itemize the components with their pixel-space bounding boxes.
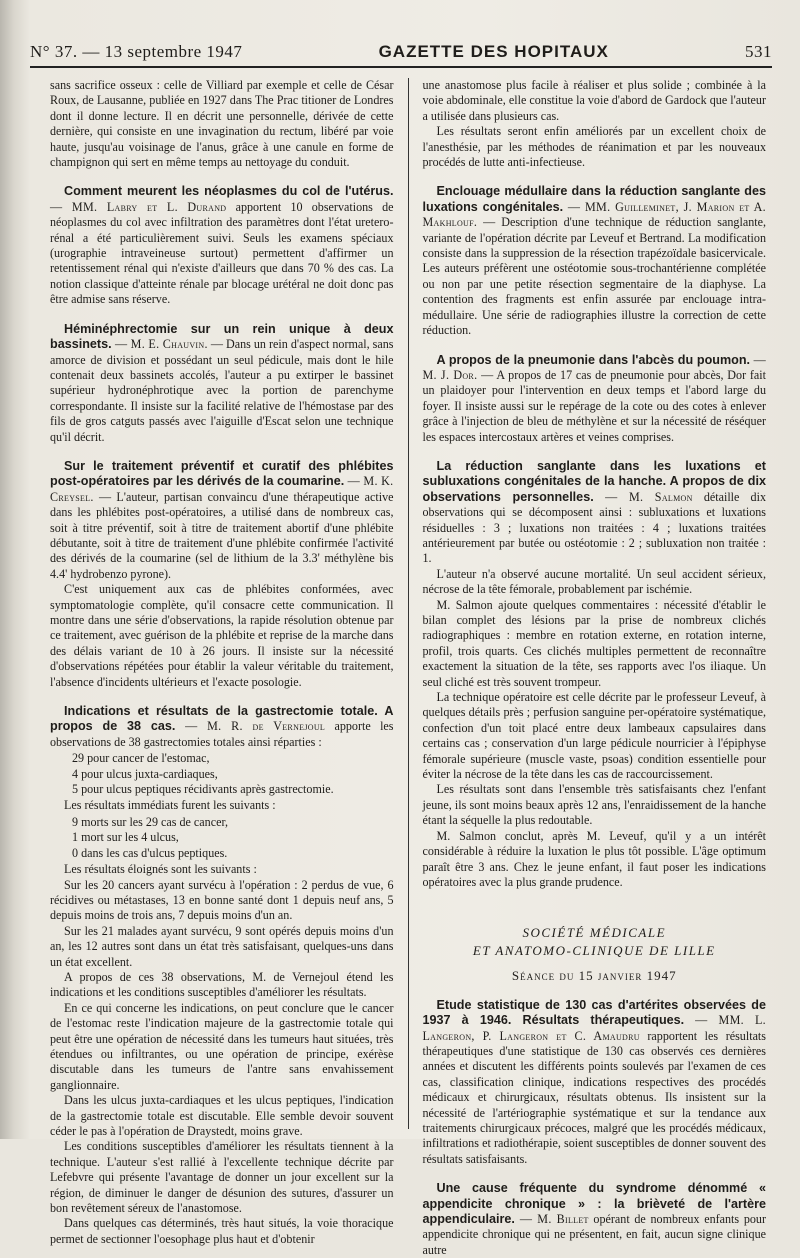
list-item: 0 dans les cas d'ulcus peptiques. bbox=[72, 845, 228, 860]
two-column-body bbox=[50, 78, 767, 1257]
section-authors: — M. R. de Vernejoul bbox=[175, 719, 326, 734]
paragraph: M. Salmon conclut, après M. Leveuf, qu'il y a un intérêt considérable à réduire la luxation le plus tôt possible. L'âge optimum paraît être 3 ans. Chez le jeune enfant, il faut poser les indications opératoires avec la plus grande prudence. bbox=[422, 828, 766, 889]
list-item: 29 pour cancer de l'estomac, bbox=[72, 751, 210, 766]
section-authors: — MM. L. Langeron, P. Langeron et C. Amaudru bbox=[422, 1013, 766, 1043]
section-title: La réduction sanglante dans les luxations et subluxations congénitales de la hanche. A propos de dix observations personnelles. bbox=[422, 458, 766, 504]
section-uterus bbox=[50, 184, 394, 307]
column-divider bbox=[408, 78, 409, 1129]
journal-title: GAZETTE DES HOPITAUX bbox=[378, 42, 609, 61]
paragraph: Les résultats sont dans l'ensemble très satisfaisants chez l'enfant jeune, ils sont moins beaux après 12 ans, l'enraidissement de la hanche étant la séquelle la plus redoutable. bbox=[422, 782, 766, 828]
continuation-section bbox=[423, 78, 767, 170]
running-header bbox=[30, 40, 772, 68]
section-title: Comment meurent les néoplasmes du col de l'utérus. bbox=[64, 184, 394, 199]
right-column bbox=[422, 78, 767, 1257]
section-title: Etude statistique de 130 cas d'artérites observées de 1937 à 1946. Résultats thérapeutiques. bbox=[422, 997, 766, 1028]
paragraph: L'auteur n'a observé aucune mortalité. Un seul accident sérieux, nécrose de la tête fémorale, probablement par ischémie. bbox=[422, 566, 766, 597]
society-subname: ET ANATOMO-CLINIQUE DE LILLE bbox=[472, 943, 716, 959]
section-gastrectomie bbox=[50, 704, 394, 1247]
paragraph: C'est uniquement aux cas de phlébites conformées, avec symptomatologie complète, qu'il consacre cette communication. Il montre dans une série d'observations, la rapide résolution obtenue par ce traitement, avec guérison de la phlébite et reprise de la marche dans des délais variant de 10 à 26 jours. Il insiste sur la nécessité d'observations répétées pour établir la valeur véritable du traitement, l'absence d'incidents ultérieurs et l'exacte posologie. bbox=[50, 582, 394, 689]
session-date: Séance du 15 janvier 1947 bbox=[511, 968, 677, 984]
section-authors: — M. J. Dor. bbox=[422, 352, 766, 382]
issue-date: N° 37. — 13 septembre 1947 bbox=[30, 42, 243, 61]
intro-section bbox=[50, 78, 394, 170]
paragraph: M. Salmon ajoute quelques commentaires : nécessité d'établir le bilan complet des lésions par la prise de nombreux clichés radiographiques : membre en rotation externe, en rotation interne, profil, trois quarts. Ces clichés multiples permettent de reconnaître exactement la situation de la tête, ses rapports avec l'os iliaque. Un seul cliché est très souvent trompeur. bbox=[422, 597, 766, 689]
intro-paragraph: sans sacrifice osseux : celle de Villiard par exemple et celle de César Roux, de Lausanne, publiée en 1927 dans The Prac titioner de Londres dont il donne lecture. Il en décrit une personnelle, dérivée de cette dernière, qui consiste en une invagination du rectum, libéré par voie haute, jusqu'au voisinage de l'anus, grâce à une canule en forme de champignon qui sert en même temps au nettoyage du conduit. bbox=[50, 78, 394, 170]
section-authors: — M. Billet bbox=[514, 1212, 589, 1226]
section-title: Indications et résultats de la gastrectomie totale. A propos de 38 cas. bbox=[50, 704, 394, 734]
section-arterites bbox=[423, 998, 767, 1167]
cases-list bbox=[72, 751, 394, 797]
paragraph: Les conditions susceptibles d'améliorer les résultats tiennent à la technique. L'auteur s'est rallié à l'excellente technique décrite par Lefebvre qui présente l'avantage de donner un jour excellent sur la région, de diminuer le danger de désunion des sutures, d'assurer un bon revêtement séreux de l'anastomose. bbox=[50, 1139, 394, 1216]
paragraph: A propos de ces 38 observations, M. de Vernejoul étend les indications et les conditions susceptibles d'améliorer les résultats. bbox=[50, 969, 394, 1000]
section-title: Enclouage médullaire dans la réduction sanglante des luxations congénitales. bbox=[422, 184, 766, 214]
section-body: — L'auteur, partisan convaincu d'une thérapeutique active dans les phlébites post-opératoires, a utilisé dans de nombreux cas, soit à titre préventif, soit à titre de traitement abortif d'une phlébite débutante, soit à titre de traitement d'une phlébite confirmée l'activité des dérivés de la coumarine (sel de lithium de la 3.3' méthylène bis 4.4' hydrobenzo pyrone). bbox=[50, 489, 394, 581]
section-title: Sur le traitement préventif et curatif des phlébites post-opératoires par les dérivés de la coumarine. bbox=[50, 458, 394, 489]
paragraph: Sur les 21 malades ayant survécu, 9 sont opérés depuis moins d'un an, les 12 autres sont dans un état très satisfaisant, quelques-uns dans un état excellent. bbox=[50, 923, 394, 969]
section-heminephrectomie bbox=[50, 322, 394, 445]
section-body: détaille dix observations qui se décomposent ainsi : subluxations et luxations résiduelles : 3 ; luxations non traitées : 4 ; luxations traitées antérieurement par butée ou ostéotomie : 2 ; subluxation non traitée : 1. bbox=[422, 489, 767, 566]
paragraph: Les résultats seront enfin améliorés par un excellent choix de l'anesthésie, par les méthodes de réanimation et par les nouveaux procédés de lutte anti-infectieuse. bbox=[422, 124, 766, 170]
section-authors: — M. K. Creysel. bbox=[50, 474, 394, 504]
section-authors: — MM. Guilleminet, J. Marion et A. Makhlouf. bbox=[422, 199, 767, 230]
section-body: apportent 10 observations de néoplasmes du col avec infiltration des paramètres dont l'état uretero-rénal a été particulièrement suivi. Seuls les examens spéciaux (urographie intraveineuse surtout) permettent d'affirmer un retentissement rénal qui n'existe d'ailleurs que dans 70 % des cas. La notion classique d'atteinte rénale par blocage urétéral ne doit donc pas être admise sans réserve. bbox=[50, 199, 394, 307]
section-title: A propos de la pneumonie dans l'abcès du poumon. bbox=[436, 352, 751, 367]
section-authors: — M. E. Chauvin. bbox=[111, 337, 208, 352]
list-item: 5 pour ulcus peptiques récidivants après gastrectomie. bbox=[72, 782, 334, 797]
paragraph: Dans les ulcus juxta-cardiaques et les ulcus peptiques, l'indication de la gastrectomie totale est discutable. Elle semble devoir souvent céder le pas à l'opération de Draystedt, moins grave. bbox=[50, 1093, 394, 1138]
list-item: 9 morts sur les 29 cas de cancer, bbox=[72, 814, 229, 829]
section-body: — Dans un rein d'aspect normal, sans amorce de division et possédant un seul pédicule, mais dont le hile contenait deux bassinets accolés, l'auteur a pu extirper le bassinet supérieur hydronéphrotique avec la portion de parenchyme correspondante. Il insiste sur la facilité relative de l'hémostase par des fils de gros catguts passés avec l'aiguille d'Escat selon une technique qu'il décrit. bbox=[50, 337, 394, 444]
paragraph: une anastomose plus facile à réaliser et plus solide ; combinée à la voie abdominale, elle constitue la voie d'abord de Gardock que l'auteur a utilisée dans plusieurs cas. bbox=[422, 78, 766, 123]
paragraph: Les résultats immédiats furent les suivants : bbox=[64, 798, 276, 813]
section-title: Une cause fréquente du syndrome dénommé « appendicite chronique » : la brièveté de l'artère appendiculaire. bbox=[422, 1181, 766, 1226]
section-body: rapportent les résultats thérapeutiques d'une statistique de 130 cas observés ces dernières années et discutent les différents points soulevés par l'examen de ces cas, classification clinique, indications respectives des procédés médicaux et chirurgicaux, résultats obtenus. Ils insistent sur la nécessité de l'artériographie systématique et sur la tendance aux traitements chirurgicaux précoces, malgré que les procédés médicaux, infiltrations et radiothérapie, soient susceptibles de donner souvent des résultats satisfaisants. bbox=[422, 1028, 767, 1166]
section-hanche bbox=[423, 459, 767, 890]
section-appendicite bbox=[423, 1181, 767, 1258]
section-phlebites bbox=[50, 459, 394, 690]
section-body: — A propos de 17 cas de pneumonie pour abcès, Dor fait un plaidoyer pour l'intervention en deux temps et l'abord large du foyer. Il insiste aussi sur le repérage de la cote ou des cotes à enlever grâce à l'injection de bleu de méthylène et sur la nécessité de réséquer les espaces intercostaux artères et veines comprises. bbox=[422, 367, 766, 444]
list-item: 4 pour ulcus juxta-cardiaques, bbox=[72, 766, 218, 781]
section-authors: — M. Salmon bbox=[593, 489, 693, 504]
paragraph: En ce qui concerne les indications, on peut conclure que le cancer de l'estomac reste l'indication majeure de la gastrectomie totale qui peut être une opération de nécessité dans les tumeurs haut situées, très étendues ou infiltrantes, ou une opération de principe, exérèse discutable dans les tumeurs de l'antre sans envahissement ganglionnaire. bbox=[50, 1000, 394, 1092]
section-pneumonie bbox=[423, 353, 767, 445]
section-title: Héminéphrectomie sur un rein unique à deux bassinets. bbox=[50, 321, 394, 352]
section-authors: — MM. Labry et L. Durand bbox=[50, 199, 227, 214]
section-enclouage bbox=[423, 184, 767, 338]
paragraph: Les résultats éloignés sont les suivants : bbox=[64, 862, 257, 877]
section-body: — Description d'une technique de réduction sanglante, variante de l'opération décrite par Leveuf et Bertrand. La modification consiste dans la suppression de la résection trapézoïdale basicervicale. Les auteurs préfèrent une ostéotomie sous-trochantérienne complétée ou non par une petite résection segmentaire de la diaphyse. La contention des fragments est enfin assurée par enclouage intra-médullaire. Une série de radiographies illustre la correction de cette réduction. bbox=[422, 215, 766, 338]
left-column bbox=[50, 78, 394, 1246]
society-name: SOCIÉTÉ MÉDICALE bbox=[522, 925, 667, 941]
paragraph: La technique opératoire est celle décrite par le professeur Leveuf, à quelques détails près ; perfusion sanguine per-opératoire systématique, confection d'un toit placé entre deux lambeaux capsulaires dans certains cas ; conservation d'un large pédicule nourricier à l'épiphyse fémorale supérieure (muscle vaste, psoas) condition essentielle pour éviter la nécrose de la tête dans les cas de raccourcissement. bbox=[422, 690, 766, 782]
page-number: 531 bbox=[745, 42, 772, 61]
paragraph: Dans quelques cas déterminés, très haut situés, la voie thoracique permet de sectionner l'oesophage plus haut et d'obtenir bbox=[50, 1216, 394, 1246]
immediate-results-list bbox=[72, 815, 394, 861]
list-item: 1 mort sur les 4 ulcus, bbox=[72, 830, 179, 845]
paragraph: Sur les 20 cancers ayant survécu à l'opération : 2 perdus de vue, 6 récidives ou métastases, 13 en bonne santé dont 1 depuis neuf ans, 5 depuis moins de trois ans, 7 depuis moins d'un an. bbox=[50, 877, 394, 923]
section-body: opérant de nombreux enfants pour appendicite chronique qui ne présentent, en fait, aucun signe clinique autre bbox=[422, 1212, 766, 1257]
society-heading bbox=[423, 924, 767, 960]
section-body: apporte les observations de 38 gastrectomies totales ainsi réparties : bbox=[50, 719, 394, 749]
